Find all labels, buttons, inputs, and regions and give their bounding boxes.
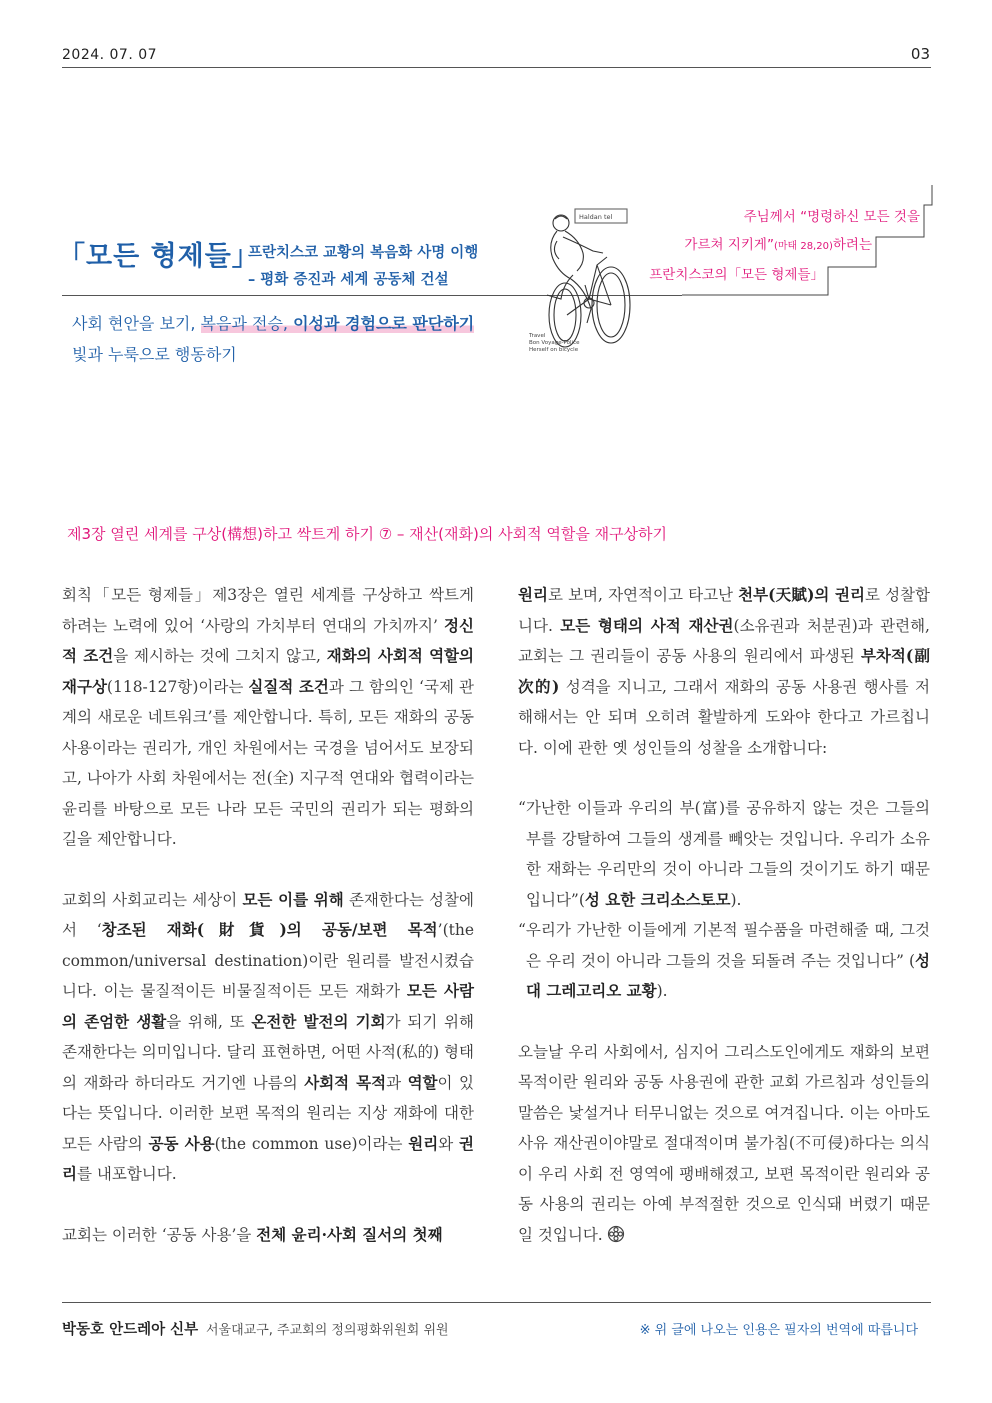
text-run: 과 xyxy=(386,1073,408,1092)
emphasis-run: 모든 사람의 존엄한 생활 xyxy=(62,981,475,1031)
header-divider xyxy=(62,67,931,68)
text-run: 가 되기 위해 존재한다는 의미입니다. 달리 표현하면, 어떤 사적(私的) 형태의 재화라 하더라도 거기엔 나름의 xyxy=(62,1012,474,1092)
emphasis-run: 전체 윤리·사회 질서의 첫째 xyxy=(256,1224,443,1244)
stair-line-3: 프란치스코의「모든 형제들」 xyxy=(649,267,824,283)
guide-judge-gospel: 복음과 전승, xyxy=(200,314,294,333)
text-run: 오늘날 우리 사회에서, 심지어 그리스도인에게도 재화의 보편 목적이란 원리와 공동 사용권에 관한 교회 가르침과 성인들의 말씀은 낯설거나 터무니없는 것으로 여겨집니다. 이는 아마도 사유 재산권이야말로 절대적이며 불가침(不可侵)하다는 의식이 우리 사회 전 영역에 팽배해졌고, 보편 목적이란 원리와 공동 사용의 권리는 아예 부적절한 것으로 인식돼 버렸기 때문일 것입니다. xyxy=(518,1042,930,1244)
emphasis-run: 실질적 조건 xyxy=(248,676,329,696)
guide-judge-reason: 이성과 경험으로 판단하기 xyxy=(293,314,475,333)
stair-line-1: 주님께서 “명령하신 모든 것을 xyxy=(743,209,920,225)
text-run: ). xyxy=(730,890,742,909)
right-paragraph-2 xyxy=(518,1037,930,1251)
right-column xyxy=(518,580,930,1280)
illustration-sign-text: Haldan tel xyxy=(579,213,613,221)
emphasis-run: 성 요한 크리소스토모 xyxy=(584,889,731,909)
footer-divider xyxy=(62,1302,931,1303)
series-title: 「모든 형제들」 xyxy=(58,241,260,272)
chapter-heading: 제3장 열린 세계를 구상(構想)하고 싹트게 하기 ⑦ – 재산(재화)의 사회적 역할을 재구상하기 xyxy=(67,525,668,543)
stair-line-2 xyxy=(684,233,872,253)
left-paragraph-1 xyxy=(62,580,474,855)
text-run: 을 위해, 또 xyxy=(166,1012,252,1031)
quote-1-text xyxy=(518,793,930,915)
guide-line-1 xyxy=(72,311,474,334)
guide-see: 사회 현안을 보기, xyxy=(72,314,201,333)
text-run: 이 있다는 뜻입니다. 이러한 보편 목적의 원리는 지상 재화에 대한 모든 사람의 xyxy=(62,1073,474,1153)
text-run: 교회의 사회교리는 세상이 xyxy=(62,890,243,909)
right-paragraph-1 xyxy=(518,580,930,763)
cyclist-illustration xyxy=(527,205,639,355)
text-run: 존재한다는 성찰에서 ‘ xyxy=(62,890,474,939)
left-column xyxy=(62,580,474,1280)
quote-2-text xyxy=(518,915,930,1007)
emphasis-run: 권리 xyxy=(62,1133,474,1183)
emphasis-run: 재화의 사회적 역할의 재구상 xyxy=(62,646,474,696)
text-run: (118-127항)이라는 xyxy=(106,677,249,696)
text-run: 로 성찰합니다. xyxy=(518,586,930,635)
subtitle-line-2: – 평화 증진과 세계 공동체 건설 xyxy=(248,272,449,288)
text-run: 와 xyxy=(438,1134,460,1153)
text-run: 교회는 이러한 ‘공동 사용’을 xyxy=(62,1225,257,1244)
guide-line-2: 빛과 누룩으로 행동하기 xyxy=(72,345,237,364)
illustration-caption-1: Travel xyxy=(529,333,546,339)
text-run: 을 제시하는 것에 그치지 않고, xyxy=(113,647,327,665)
text-run: 를 내포합니다. xyxy=(76,1165,177,1183)
emphasis-run: 온전한 발전의 기회 xyxy=(251,1011,386,1031)
stair-line-2c: 하려는 xyxy=(832,237,872,253)
emphasis-run: 원리 xyxy=(408,1133,439,1153)
stair-line-2a: 가르쳐 지키게” xyxy=(684,237,774,253)
subtitle-line-1: 프란치스코 교황의 복음화 사명 이행 xyxy=(248,245,479,261)
emphasis-run: 사회적 목적 xyxy=(304,1072,387,1092)
right-paragraph-2-text xyxy=(518,1043,930,1244)
emphasis-run: 모든 이를 위해 xyxy=(242,889,344,909)
emphasis-run: 부차적(副次的) xyxy=(518,646,930,696)
text-run: 로 보며, 자연적이고 타고난 xyxy=(547,586,739,604)
emphasis-run: 공동 사용 xyxy=(148,1133,215,1153)
author-name: 박동호 안드레아 신부 xyxy=(62,1322,199,1338)
author-affiliation: 서울대교구, 주교회의 정의평화위원회 위원 xyxy=(206,1323,449,1338)
text-run: “우리가 가난한 이들에게 기본적 필수품을 마련해줄 때, 그것은 우리 것이 아니라 그들의 것을 되돌려 주는 것입니다” ( xyxy=(518,921,930,970)
emphasis-run: 원리 xyxy=(518,585,548,604)
quote-chrysostom xyxy=(518,793,930,915)
emphasis-run: 천부(天賦)의 권리 xyxy=(738,585,865,604)
text-run: 회칙「모든 형제들」제3장은 열린 세계를 구상하고 싹트게 하려는 노력에 있어 ‘사랑의 가치부터 연대의 가치까지’ xyxy=(62,586,474,635)
issue-date: 2024. 07. 07 xyxy=(62,47,158,63)
text-run: (소유권과 처분권)과 관련해, 교회는 그 권리들이 공동 사용의 원리에서 파생된 xyxy=(518,616,930,665)
text-run: ’(the common/universal destination)이란 원리를 발전시켰습니다. 이는 물질적이든 비물질적이든 모든 재화가 xyxy=(62,921,475,1000)
text-run: ). xyxy=(656,982,668,1000)
emphasis-run: 성 대 그레고리오 교황 xyxy=(526,950,930,1000)
text-run: 과 그 함의인 ‘국제 관계의 새로운 네트워크’를 제안합니다. 특히, 모든 재화의 공동 사용이라는 권리가, 개인 차원에서는 국경을 넘어서도 보장되고, 나아가 사회 차원에서는 전(全) 지구적 연대와 협력이라는 윤리를 바탕으로 모든 나라 모든 국민의 권리가 되는 평화의 길을 제안합니다. xyxy=(62,677,475,848)
series-subtitle xyxy=(248,240,478,294)
page-number: 03 xyxy=(910,45,930,63)
stair-citation: (마태 28,20) xyxy=(773,241,833,252)
quote-gregory xyxy=(518,915,930,1007)
emphasis-run: 창조된 재화(財貨)의 공동/보편 목적 xyxy=(101,920,438,939)
translation-note: ※ 위 글에 나오는 인용은 필자의 번역에 따릅니다 xyxy=(639,1323,918,1338)
text-run: “가난한 이들과 우리의 부(富)를 공유하지 않는 것은 그들의 부를 강탈하여 그들의 생계를 빼앗는 것입니다. 우리가 소유한 재화는 우리만의 것이 아니라 그들의 것이기도 하기 때문입니다”( xyxy=(518,799,930,909)
illustration-caption-3: Herself on bicycle xyxy=(529,347,579,353)
illustration-caption-2: Bon Voyage-Police xyxy=(529,340,580,346)
text-run: 성격을 지니고, 그래서 재화의 공동 사용권 행사를 저해해서는 안 되며 오히려 활발하게 도와야 한다고 가르칩니다. 이에 관한 옛 성인들의 성찰을 소개합니다: xyxy=(518,677,930,757)
emphasis-run: 모든 형태의 사적 재산권 xyxy=(560,615,734,635)
left-paragraph-2 xyxy=(62,885,474,1190)
left-paragraph-3 xyxy=(62,1220,474,1251)
text-run: (the common use)이라는 xyxy=(214,1134,409,1153)
end-mark-icon xyxy=(607,1225,625,1243)
emphasis-run: 역할 xyxy=(407,1072,438,1092)
emphasis-run: 정신적 조건 xyxy=(62,615,474,665)
